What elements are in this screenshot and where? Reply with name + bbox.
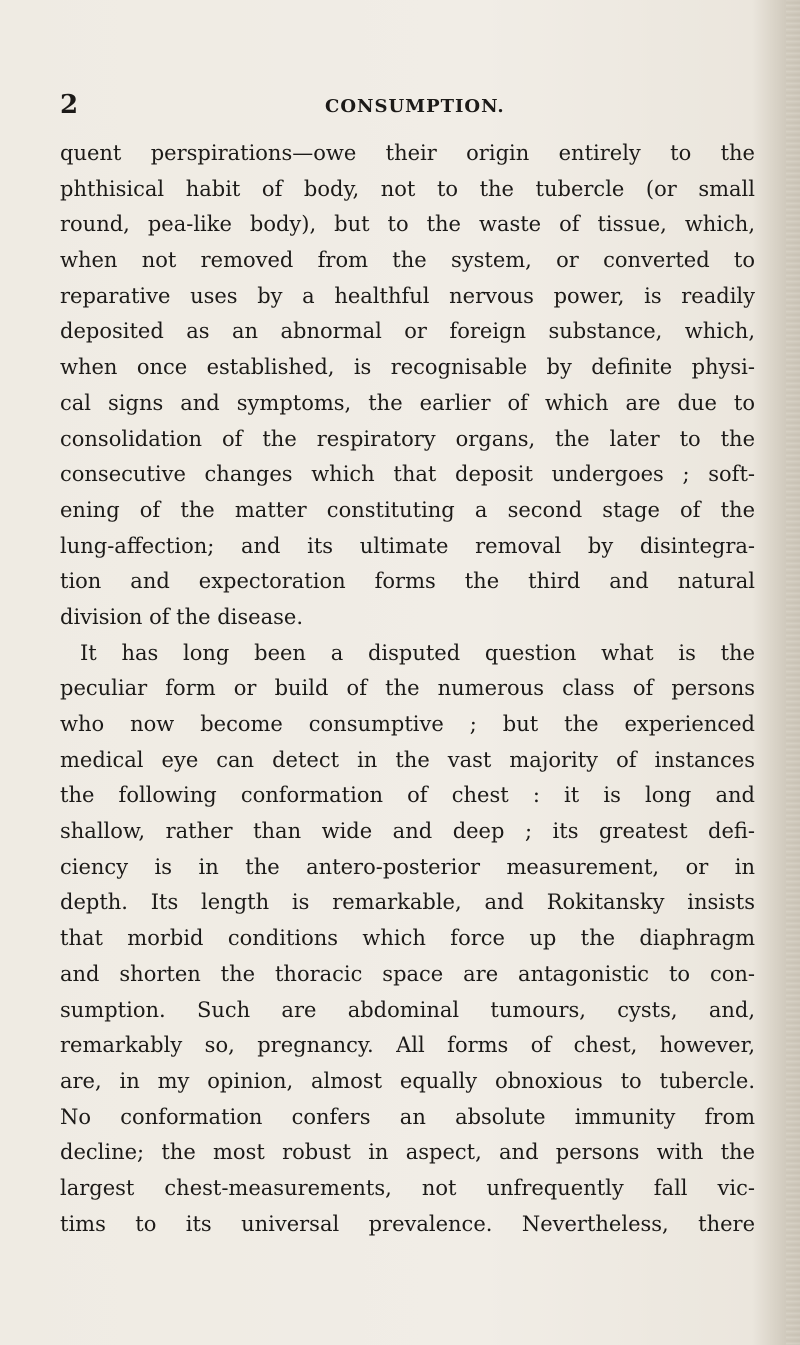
text-line: decline; the most robust in aspect, and persons with the (60, 1140, 755, 1165)
text-line: largest chest-measurements, not unfrequently fall vic- (60, 1175, 755, 1200)
body-text (60, 136, 755, 1242)
text-line: sumption. Such are abdominal tumours, cysts, and, (60, 997, 755, 1022)
text-line: medical eye can detect in the vast majority of instances (60, 747, 755, 772)
page-number: 2 (60, 90, 79, 120)
text-line: lung-affection; and its ultimate removal by disintegra- (60, 533, 755, 558)
text-line: cal signs and symptoms, the earlier of which are due to (60, 390, 755, 415)
text-line: It has long been a disputed question what is the (80, 640, 755, 665)
text-line: shallow, rather than wide and deep ; its greatest defi- (60, 819, 755, 844)
text-line: the following conformation of chest : it is long and (60, 783, 755, 808)
text-line: round, pea-like body), but to the waste of tissue, which, (60, 212, 755, 237)
text-line: deposited as an abnormal or foreign substance, which, (60, 319, 755, 344)
text-line: tims to its universal prevalence. Nevertheless, there (60, 1211, 755, 1236)
page-edge-shadow (786, 0, 800, 1345)
page-header (60, 90, 760, 120)
text-line: who now become consumptive ; but the experienced (60, 712, 755, 736)
text-line: tion and expectoration forms the third and natural (60, 569, 755, 594)
text-line: No conformation confers an absolute immunity from (60, 1104, 755, 1129)
text-line: phthisical habit of body, not to the tubercle (or small (60, 176, 755, 201)
text-line: depth. Its length is remarkable, and Rokitansky insists (60, 890, 755, 915)
text-line: quent perspirations—owe their origin entirely to the (60, 141, 755, 165)
text-line: consolidation of the respiratory organs, the later to the (60, 426, 755, 451)
text-line: remarkably so, pregnancy. All forms of chest, however, (60, 1033, 755, 1058)
text-line: are, in my opinion, almost equally obnoxious to tubercle. (60, 1068, 755, 1093)
text-line: when not removed from the system, or converted to (60, 248, 755, 273)
running-head: CONSUMPTION. (325, 96, 505, 117)
text-line: and shorten the thoracic space are antagonistic to con- (60, 961, 755, 986)
text-line: peculiar form or build of the numerous class of persons (60, 676, 755, 701)
text-line: division of the disease. (60, 604, 303, 629)
text-line: ening of the matter constituting a second stage of the (60, 497, 755, 522)
text-line: consecutive changes which that deposit undergoes ; soft- (60, 462, 755, 487)
text-line: reparative uses by a healthful nervous power, is readily (60, 283, 755, 308)
text-line: that morbid conditions which force up the diaphragm (60, 926, 755, 951)
text-line: when once established, is recognisable by definite physi- (60, 355, 755, 380)
text-line: ciency is in the antero-posterior measurement, or in (60, 854, 755, 879)
